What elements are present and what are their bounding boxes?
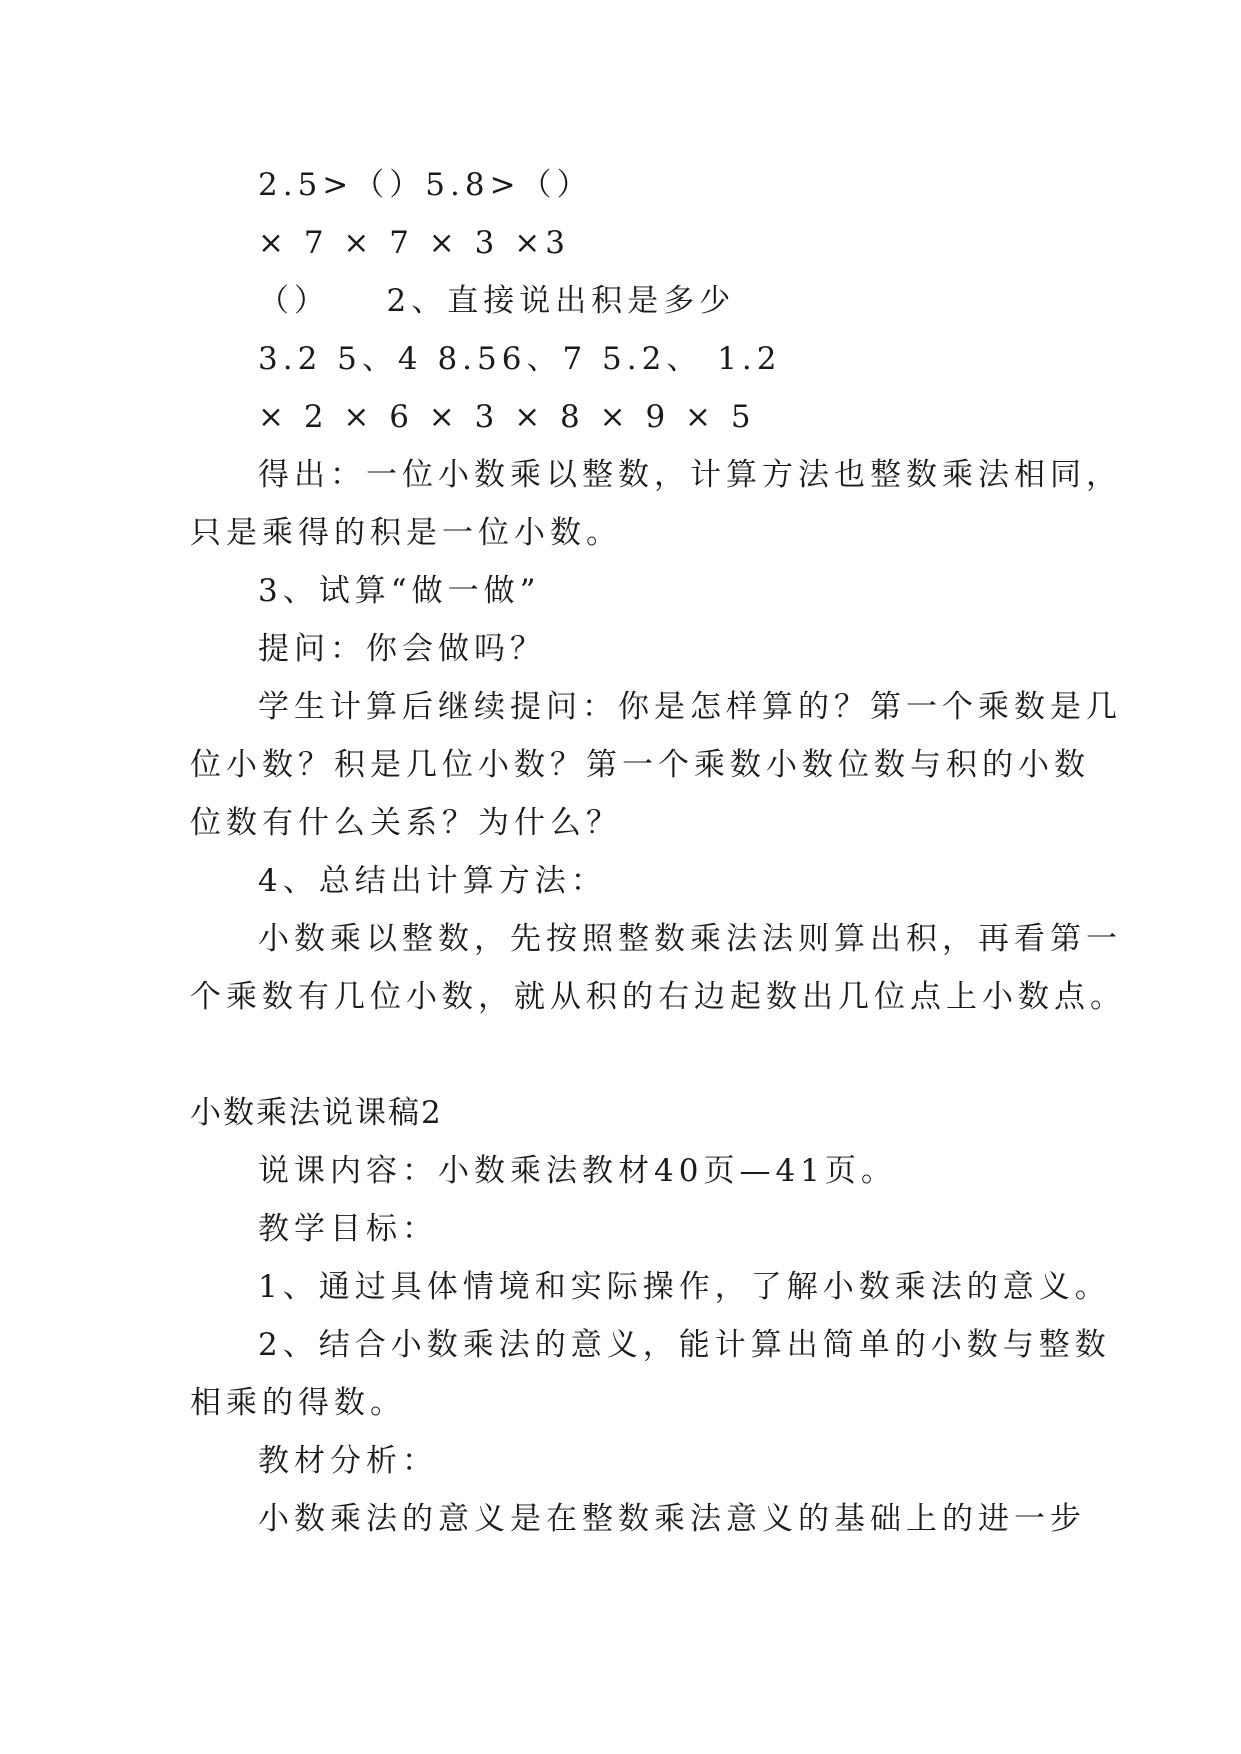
exercise-comparison-line: 2.5>（）5.8>（） — [258, 167, 593, 203]
textbook-analysis-heading: 教材分析： — [258, 1443, 438, 1479]
exercise-heading-line: （） 2、直接说出积是多少 — [258, 283, 736, 319]
step-4-line: 4、总结出计算方法： — [258, 863, 607, 899]
conclusion-paragraph-line-1: 得出：一位小数乘以整数，计算方法也整数乘法相同， — [258, 457, 1122, 493]
follow-up-paragraph-line-3: 位数有什么关系？为什么？ — [190, 805, 622, 841]
teaching-goals-heading: 教学目标： — [258, 1211, 438, 1247]
method-paragraph-line-2: 个乘数有几位小数，就从积的右边起数出几位点上小数点。 — [190, 979, 1126, 1015]
goal-2-line-2: 相乘的得数。 — [190, 1385, 406, 1421]
method-paragraph-line-1: 小数乘以整数，先按照整数乘法法则算出积，再看第一 — [258, 921, 1122, 957]
exercise-numbers-line: 3.2 5、4 8.56、7 5.2、 1.2 — [258, 341, 782, 377]
lesson-content-line: 说课内容：小数乘法教材40页—41页。 — [258, 1153, 897, 1189]
follow-up-paragraph-line-2: 位小数？积是几位小数？第一个乘数小数位数与积的小数 — [190, 747, 1090, 783]
exercise-multipliers-line: × 2 × 6 × 3 × 8 × 9 × 5 — [258, 399, 756, 435]
goal-2-line-1: 2、结合小数乘法的意义，能计算出简单的小数与整数 — [258, 1327, 1111, 1363]
follow-up-paragraph-line-1: 学生计算后继续提问：你是怎样算的？第一个乘数是几 — [258, 689, 1122, 725]
conclusion-paragraph-line-2: 只是乘得的积是一位小数。 — [190, 515, 622, 551]
analysis-paragraph-line-1: 小数乘法的意义是在整数乘法意义的基础上的进一步 — [258, 1501, 1086, 1537]
step-3-line: 3、试算“做一做” — [258, 573, 541, 609]
goal-1-line: 1、通过具体情境和实际操作，了解小数乘法的意义。 — [258, 1269, 1111, 1305]
exercise-multiplier-line: × 7 × 7 × 3 ×3 — [258, 225, 570, 261]
section-title: 小数乘法说课稿2 — [190, 1095, 443, 1131]
question-line: 提问：你会做吗？ — [258, 631, 546, 667]
